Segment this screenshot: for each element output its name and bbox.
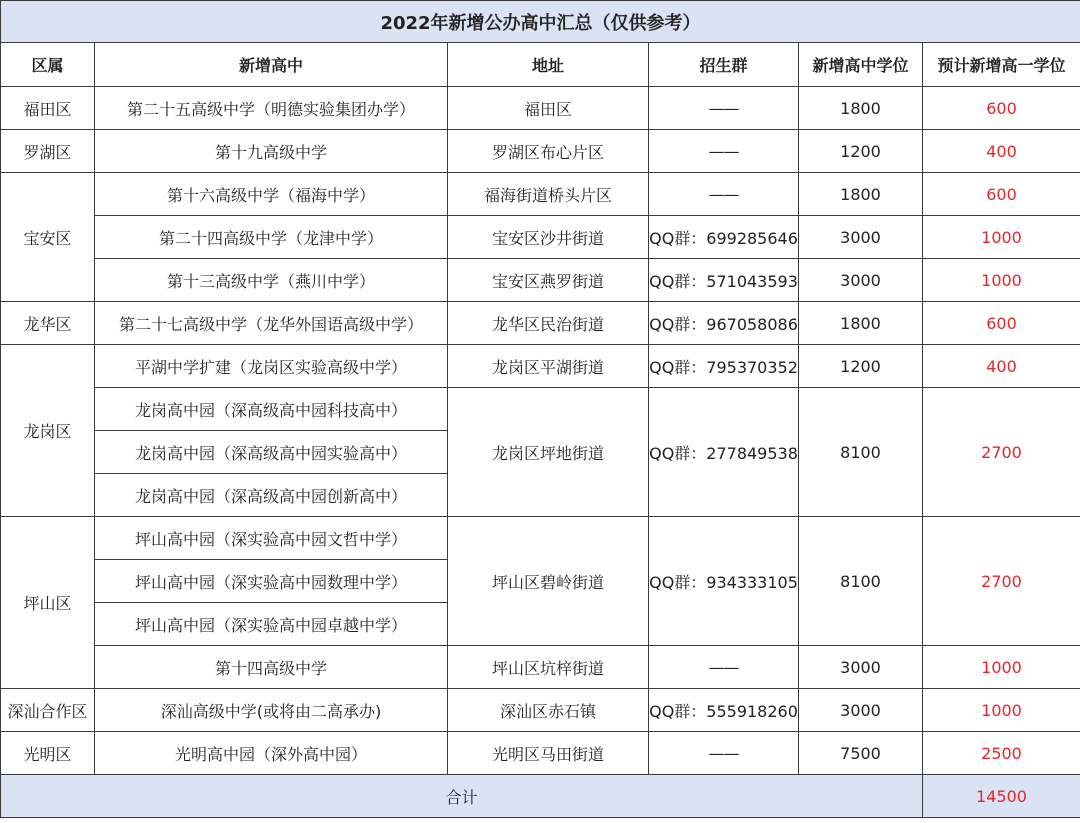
header-school: 新增高中 <box>95 43 448 87</box>
dash-mark: —— <box>708 743 739 763</box>
seats-cell: 1200 <box>799 345 923 388</box>
address-cell: 深汕区赤石镇 <box>448 689 649 732</box>
school-cell: 第二十五高级中学（明德实验集团办学） <box>95 87 448 130</box>
address-cell: 宝安区沙井街道 <box>448 216 649 259</box>
school-cell: 平湖中学扩建（龙岗区实验高级中学） <box>95 345 448 388</box>
group-cell: QQ群：699285646 <box>649 216 799 259</box>
seats-cell: 1800 <box>799 173 923 216</box>
address-cell: 宝安区燕罗街道 <box>448 259 649 302</box>
table-row <box>1 173 1080 216</box>
grade1-cell: 2500 <box>923 732 1080 775</box>
group-cell <box>649 732 799 775</box>
seats-cell: 7500 <box>799 732 923 775</box>
group-cell: QQ群：555918260 <box>649 689 799 732</box>
header-district: 区属 <box>1 43 95 87</box>
seats-cell: 3000 <box>799 216 923 259</box>
total-row <box>1 775 1080 818</box>
school-cell: 龙岗高中园（深高级高中园实验高中） <box>95 431 448 474</box>
district-cell: 罗湖区 <box>1 130 95 173</box>
group-cell: QQ群：967058086 <box>649 302 799 345</box>
table-row <box>1 388 1080 431</box>
school-cell: 第十三高级中学（燕川中学） <box>95 259 448 302</box>
seats-cell: 8100 <box>799 388 923 517</box>
table-row <box>1 216 1080 259</box>
table-row <box>1 87 1080 130</box>
table-row <box>1 689 1080 732</box>
school-cell: 第十四高级中学 <box>95 646 448 689</box>
dash-mark: —— <box>708 657 739 677</box>
title-row <box>1 1 1080 43</box>
address-cell: 龙华区民治街道 <box>448 302 649 345</box>
district-cell: 光明区 <box>1 732 95 775</box>
header-group: 招生群 <box>649 43 799 87</box>
table-title: 2022年新增公办高中汇总（仅供参考） <box>1 1 1080 43</box>
dash-mark: —— <box>708 141 739 161</box>
district-cell: 深汕合作区 <box>1 689 95 732</box>
address-cell: 罗湖区布心片区 <box>448 130 649 173</box>
address-cell: 福海街道桥头片区 <box>448 173 649 216</box>
school-cell: 龙岗高中园（深高级高中园创新高中） <box>95 474 448 517</box>
school-cell: 第十九高级中学 <box>95 130 448 173</box>
school-cell: 第二十七高级中学（龙华外国语高级中学） <box>95 302 448 345</box>
table-row <box>1 259 1080 302</box>
group-cell <box>649 646 799 689</box>
seats-cell: 3000 <box>799 689 923 732</box>
school-cell: 光明高中园（深外高中园） <box>95 732 448 775</box>
group-cell <box>649 173 799 216</box>
school-cell: 坪山高中园（深实验高中园文哲中学） <box>95 517 448 560</box>
header-seats: 新增高中学位 <box>799 43 923 87</box>
seats-cell: 1800 <box>799 302 923 345</box>
seats-cell: 8100 <box>799 517 923 646</box>
seats-cell: 3000 <box>799 646 923 689</box>
school-cell: 第十六高级中学（福海中学） <box>95 173 448 216</box>
group-cell <box>649 130 799 173</box>
total-label: 合计 <box>1 775 923 818</box>
grade1-cell: 1000 <box>923 646 1080 689</box>
grade1-cell: 1000 <box>923 259 1080 302</box>
school-cell: 坪山高中园（深实验高中园卓越中学） <box>95 603 448 646</box>
grade1-cell: 1000 <box>923 689 1080 732</box>
group-cell: QQ群：934333105 <box>649 517 799 646</box>
table-row <box>1 302 1080 345</box>
school-cell: 深汕高级中学(或将由二高承办) <box>95 689 448 732</box>
seats-cell: 1200 <box>799 130 923 173</box>
grade1-cell: 2700 <box>923 517 1080 646</box>
district-cell: 宝安区 <box>1 173 95 302</box>
table-row <box>1 517 1080 560</box>
seats-cell: 3000 <box>799 259 923 302</box>
table-row <box>1 732 1080 775</box>
district-cell: 福田区 <box>1 87 95 130</box>
school-cell: 坪山高中园（深实验高中园数理中学） <box>95 560 448 603</box>
grade1-cell: 600 <box>923 87 1080 130</box>
address-cell: 光明区马田街道 <box>448 732 649 775</box>
table-row <box>1 345 1080 388</box>
district-cell: 坪山区 <box>1 517 95 689</box>
table-row <box>1 646 1080 689</box>
address-cell: 龙岗区平湖街道 <box>448 345 649 388</box>
school-cell: 龙岗高中园（深高级高中园科技高中） <box>95 388 448 431</box>
grade1-cell: 2700 <box>923 388 1080 517</box>
address-cell: 龙岗区坪地街道 <box>448 388 649 517</box>
address-cell: 福田区 <box>448 87 649 130</box>
header-row <box>1 43 1080 87</box>
grade1-cell: 1000 <box>923 216 1080 259</box>
group-cell: QQ群：795370352 <box>649 345 799 388</box>
table-row <box>1 130 1080 173</box>
total-value: 14500 <box>923 775 1080 818</box>
district-cell: 龙华区 <box>1 302 95 345</box>
group-cell: QQ群：277849538 <box>649 388 799 517</box>
header-grade1: 预计新增高一学位 <box>923 43 1080 87</box>
address-cell: 坪山区碧岭街道 <box>448 517 649 646</box>
address-cell: 坪山区坑梓街道 <box>448 646 649 689</box>
district-cell: 龙岗区 <box>1 345 95 517</box>
dash-mark: —— <box>708 184 739 204</box>
seats-cell: 1800 <box>799 87 923 130</box>
grade1-cell: 600 <box>923 173 1080 216</box>
grade1-cell: 400 <box>923 345 1080 388</box>
header-address: 地址 <box>448 43 649 87</box>
grade1-cell: 600 <box>923 302 1080 345</box>
school-cell: 第二十四高级中学（龙津中学） <box>95 216 448 259</box>
grade1-cell: 400 <box>923 130 1080 173</box>
dash-mark: —— <box>708 98 739 118</box>
group-cell <box>649 87 799 130</box>
group-cell: QQ群：571043593 <box>649 259 799 302</box>
